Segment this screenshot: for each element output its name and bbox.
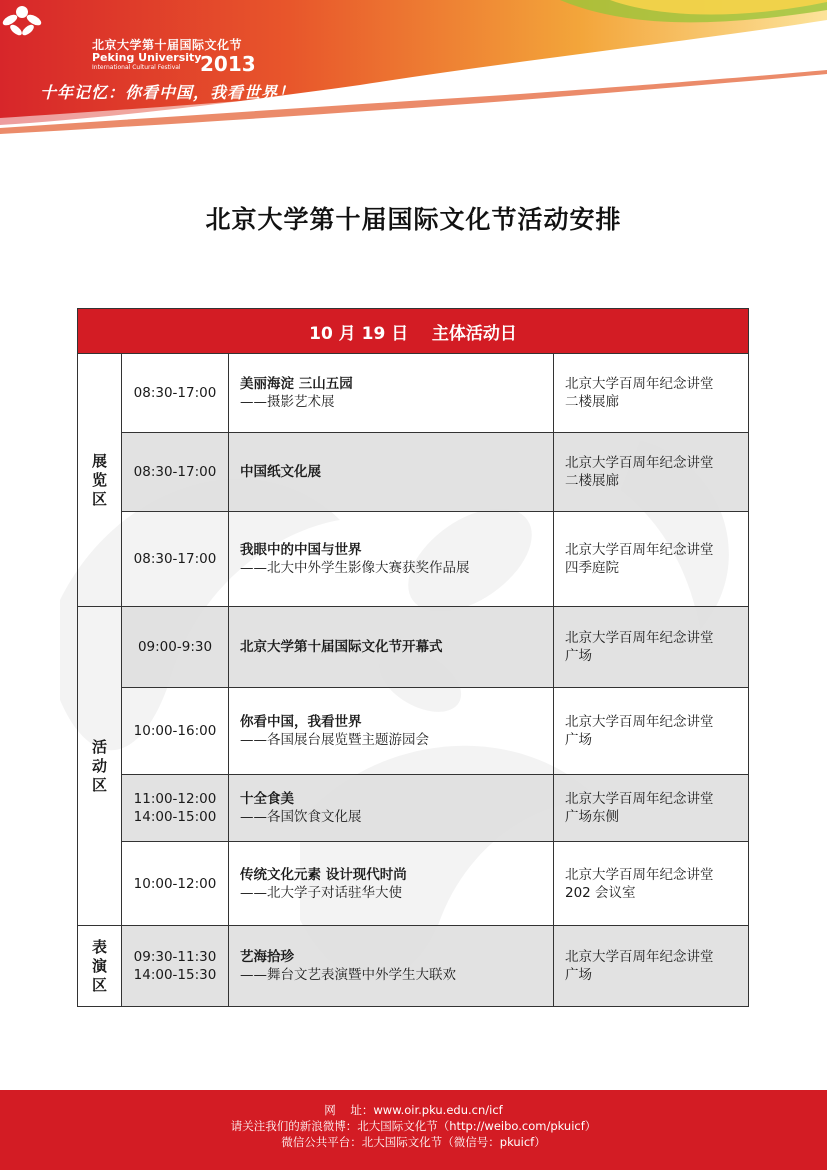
festival-slogan: 十年记忆：你看中国，我看世界！ bbox=[40, 83, 296, 102]
event-title: 你看中国，我看世界 bbox=[240, 714, 362, 730]
time-cell: 08:30-17:00 bbox=[122, 433, 229, 511]
event-subtitle: ——舞台文艺表演暨中外学生大联欢 bbox=[240, 967, 456, 983]
table-row bbox=[122, 433, 748, 512]
zone-performance bbox=[78, 926, 748, 1006]
brand-name-cn: 北京大学第十届国际文化节 bbox=[92, 38, 243, 52]
event-subtitle: ——北大中外学生影像大赛获奖作品展 bbox=[240, 560, 470, 576]
venue-cell: 北京大学百周年纪念讲堂 202 会议室 bbox=[565, 866, 714, 901]
event-cell bbox=[229, 842, 554, 925]
event-title: 中国纸文化展 bbox=[240, 464, 321, 480]
event-cell bbox=[229, 354, 554, 432]
event-title: 传统文化元素 设计现代时尚 bbox=[240, 866, 407, 883]
time-cell: 10:00-16:00 bbox=[122, 688, 229, 774]
schedule-table bbox=[77, 308, 749, 1007]
event-subtitle: ——北大学子对话驻华大使 bbox=[240, 884, 402, 901]
festival-logo-icon bbox=[0, 0, 44, 40]
venue-cell: 北京大学百周年纪念讲堂 广场 bbox=[565, 630, 714, 664]
event-subtitle: ——各国展台展览暨主题游园会 bbox=[240, 732, 429, 748]
event-cell bbox=[229, 512, 554, 606]
footer-website: 网 址：www.oir.pku.edu.cn/icf bbox=[324, 1103, 503, 1117]
table-row bbox=[122, 512, 748, 606]
page-title: 北京大学第十届国际文化节活动安排 bbox=[205, 205, 622, 234]
time-cell: 11:00-12:00 14:00-15:00 bbox=[122, 775, 229, 841]
zone-activities bbox=[78, 607, 748, 926]
table-header-date: 10 月 19 日 主体活动日 bbox=[78, 309, 748, 354]
event-title: 十全食美 bbox=[240, 791, 294, 807]
brand-name-en: Peking University bbox=[92, 51, 202, 64]
venue-cell: 北京大学百周年纪念讲堂 二楼展廊 bbox=[565, 376, 714, 410]
event-subtitle: ——各国饮食文化展 bbox=[240, 809, 362, 825]
table-row bbox=[122, 842, 748, 925]
venue-cell: 北京大学百周年纪念讲堂 二楼展廊 bbox=[565, 455, 714, 489]
event-subtitle: ——摄影艺术展 bbox=[240, 394, 335, 410]
table-row bbox=[122, 926, 748, 1006]
event-cell bbox=[229, 926, 554, 1006]
event-title: 我眼中的中国与世界 bbox=[240, 542, 362, 558]
event-title: 美丽海淀 三山五园 bbox=[240, 376, 353, 392]
time-cell: 08:30-17:00 bbox=[122, 512, 229, 606]
venue-cell: 北京大学百周年纪念讲堂 广场 bbox=[565, 949, 714, 983]
zone-label: 活动区 bbox=[78, 607, 122, 925]
zone-label: 展览区 bbox=[78, 354, 122, 606]
page-footer bbox=[0, 1090, 827, 1170]
event-cell bbox=[229, 775, 554, 841]
table-row bbox=[122, 607, 748, 688]
time-cell: 08:30-17:00 bbox=[122, 354, 229, 432]
footer-weibo: 请关注我们的新浪微博：北大国际文化节（http://weibo.com/pkuicf） bbox=[230, 1119, 597, 1133]
footer-wechat: 微信公共平台：北大国际文化节（微信号：pkuicf） bbox=[281, 1135, 546, 1149]
event-cell bbox=[229, 688, 554, 774]
event-cell bbox=[229, 607, 554, 687]
event-cell bbox=[229, 433, 554, 511]
event-title: 艺海拾珍 bbox=[240, 949, 294, 965]
venue-cell: 北京大学百周年纪念讲堂 四季庭院 bbox=[565, 542, 714, 576]
time-cell: 09:30-11:30 14:00-15:30 bbox=[122, 926, 229, 1006]
venue-cell: 北京大学百周年纪念讲堂 广场东侧 bbox=[565, 791, 714, 825]
table-row bbox=[122, 354, 748, 433]
time-cell: 10:00-12:00 bbox=[122, 842, 229, 925]
event-title: 北京大学第十届国际文化节开幕式 bbox=[240, 639, 443, 655]
page-header bbox=[0, 0, 827, 135]
zone-label: 表演区 bbox=[78, 926, 122, 1006]
zone-exhibition bbox=[78, 354, 748, 607]
table-row bbox=[122, 775, 748, 842]
brand-subtitle-en: International Cultural Festival bbox=[92, 64, 181, 71]
time-cell: 09:00-9:30 bbox=[122, 607, 229, 687]
table-row bbox=[122, 688, 748, 775]
brand-year: 2013 bbox=[200, 52, 256, 76]
venue-cell: 北京大学百周年纪念讲堂 广场 bbox=[565, 714, 714, 748]
